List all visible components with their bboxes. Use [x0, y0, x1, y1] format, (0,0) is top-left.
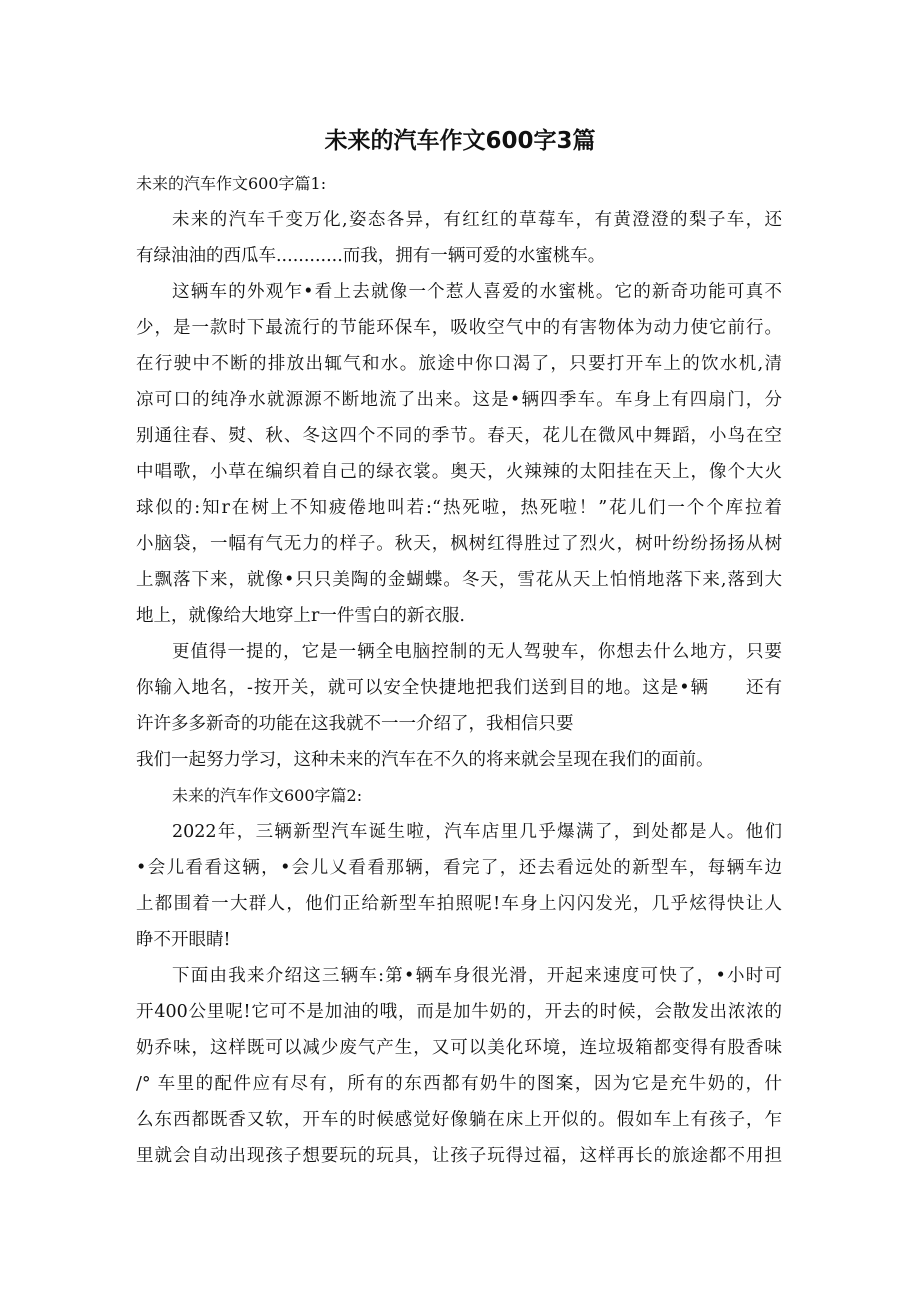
- section-heading: 未来的汽车作文600字篇2:: [172, 786, 363, 805]
- text-line: 你输入地名，-按开关，就可以安全快捷地把我们送到目的地。这是•辆 还有: [136, 678, 782, 698]
- text-line: 有绿油油的西瓜车............而我，拥有一辆可爱的水蜜桃车。: [136, 246, 606, 266]
- text-line: 这辆车的外观乍•看上去就像一个惹人喜爱的水蜜桃。它的新奇功能可真不: [172, 282, 782, 302]
- text-line: 上飘落下来，就像•只只美陶的金蝴蝶。冬天，雪花从天上怕悄地落下来,落到大: [136, 570, 782, 590]
- text-line: 地上，就像给大地穿上r一件雪白的新衣服.: [136, 606, 465, 626]
- text-line: /° 车里的配件应有尽有，所有的东西都有奶牛的图案，因为它是充牛奶的，什: [136, 1074, 782, 1094]
- text-line: 么东西都既香又软，开车的时候感觉好像躺在床上开似的。假如车上有孩子，乍: [136, 1110, 782, 1130]
- text-line: 未来的汽车千变万化,姿态各异，有红红的草莓车，有黄澄澄的梨子车，还: [172, 210, 782, 230]
- text-line: 里就会自动出现孩子想要玩的玩具，让孩子玩得过福，这样再长的旅途都不用担: [136, 1146, 782, 1166]
- text-line: •会儿看看这辆，•会儿乂看看那辆，看完了，还去看远处的新型车，每辆车边: [136, 858, 782, 878]
- text-line: 别通往春、熨、秋、冬这四个不同的季节。春天，花儿在微风中舞蹈，小鸟在空: [136, 426, 782, 446]
- text-line: 睁不开眼睛!: [136, 930, 231, 950]
- text-line: 少，是一款时下最流行的节能环保车，吸收空气中的有害物体为动力使它前行。: [136, 318, 782, 338]
- document-title: 未来的汽车作文600字3篇: [324, 128, 596, 154]
- text-line: 在行驶中不断的排放出辄气和水。旅途中你口渴了，只要打开车上的饮水机,清: [136, 354, 782, 374]
- text-line: 上都围着一大群人，他们正给新型车拍照呢!车身上闪闪发光，几乎炫得快让人: [136, 894, 782, 914]
- section-heading: 未来的汽车作文600字篇1:: [136, 174, 327, 193]
- text-line: 2022年，三辆新型汽车诞生啦，汽车店里几乎爆满了，到处都是人。他们: [172, 822, 782, 842]
- text-line: 奶乔味，这样既可以减少废气产生，又可以美化环境，连垃圾箱都变得有股香味: [136, 1038, 782, 1058]
- text-line: 更值得一提的，它是一辆全电脑控制的无人驾驶车，你想去什么地方，只要: [172, 642, 782, 662]
- text-line: 小脑袋，一幅有气无力的样子。秋天，枫树红得胜过了烈火，树叶纷纷扬扬从树: [136, 534, 782, 554]
- text-line: 球似的:知r在树上不知疲倦地叫若:“热死啦，热死啦！”花儿们一个个库拉着: [136, 498, 782, 518]
- text-line: 许许多多新奇的功能在这我就不一一介绍了，我相信只要: [136, 714, 574, 734]
- text-line: 中唱歌，小草在编织着自己的绿衣裳。奥天，火辣辣的太阳挂在天上，像个大火: [136, 462, 782, 482]
- text-line: 凉可口的纯净水就源源不断地流了出来。这是•辆四季车。车身上有四扇门，分: [136, 390, 782, 410]
- document-body: [136, 166, 782, 1174]
- text-line: 开400公里呢!它可不是加油的哦，而是加牛奶的，开去的时候，会散发出浓浓的: [136, 1002, 782, 1022]
- text-line: 我们一起努力学习，这种未来的汽车在不久的将来就会呈现在我们的面前。: [136, 750, 714, 770]
- text-line: 下面由我来介绍这三辆车:第•辆车身很光滑，开起来速度可快了，•小时可: [172, 966, 782, 986]
